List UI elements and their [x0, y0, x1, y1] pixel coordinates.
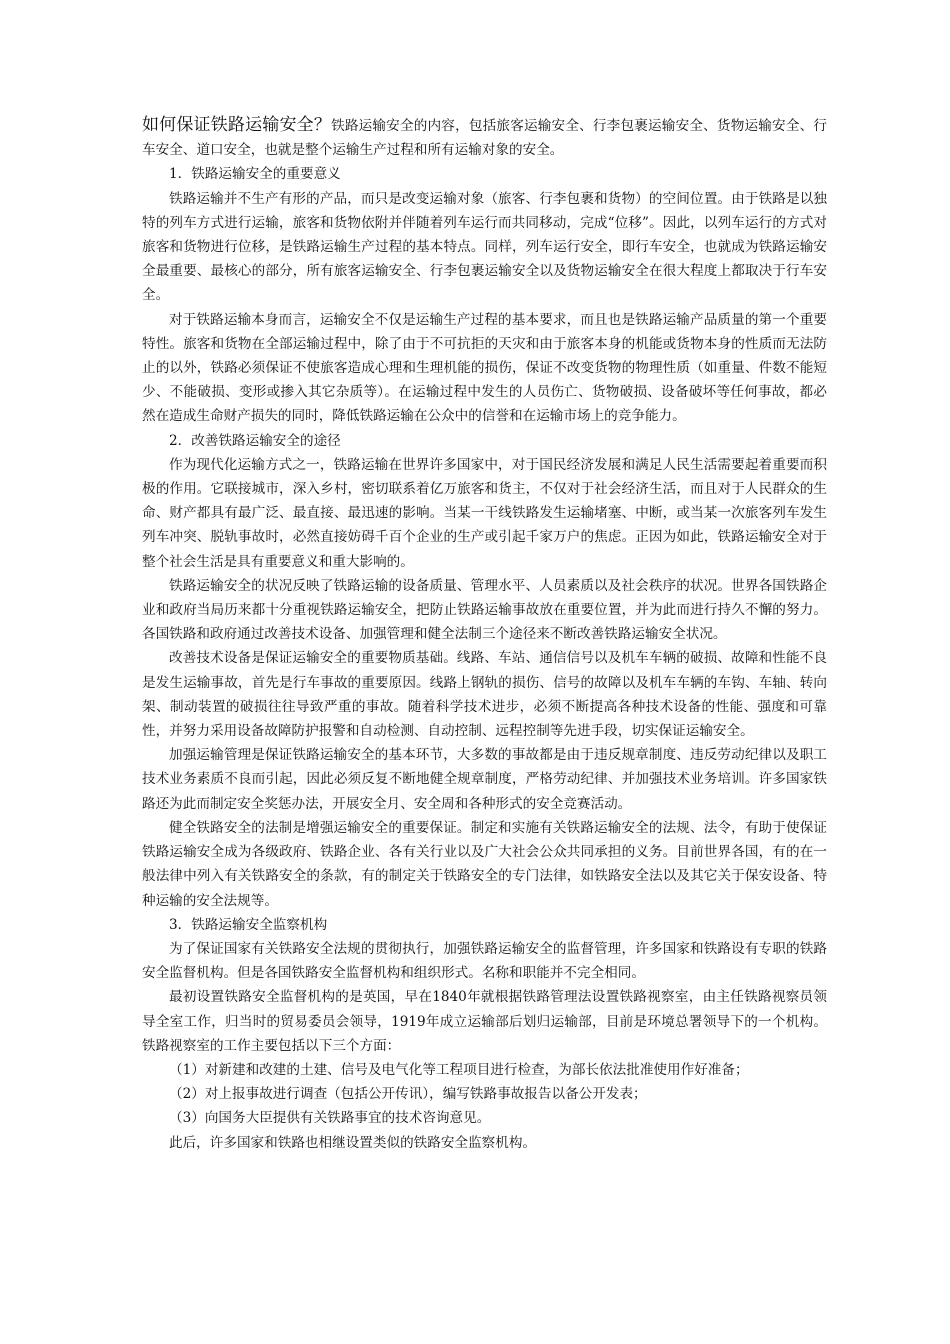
section-heading: 2．改善铁路运输安全的途径	[169, 432, 341, 449]
document-title: 如何保证铁路运输安全？	[142, 115, 332, 135]
list-item: （2）对上报事故进行调查（包括公开传讯），编写铁路事故报告以备公开发表；	[169, 1086, 647, 1103]
body-paragraph: 为了保证国家有关铁路安全法规的贯彻执行，加强铁路运输安全的监督管理，许多国家和铁路设有专职的铁路安全监督机构。但是各国铁路安全监督机构和组织形式。名称和职能并不完全相同。	[142, 940, 827, 982]
document-body	[142, 113, 827, 1155]
body-paragraph: 加强运输管理是保证铁路运输安全的基本环节，大多数的事故都是由于违反规章制度、违反劳动纪律以及职工技术业务素质不良而引起，因此必须反复不断地健全规章制度，严格劳动纪律、并加强技术业务培训。许多国家铁路还为此而制定安全奖惩办法，开展安全月、安全周和各种形式的安全竞赛活动。	[142, 747, 827, 812]
list-item: （3）向国务大臣提供有关铁路事宜的技术咨询意见。	[169, 1110, 491, 1127]
intro-paragraph	[142, 113, 827, 162]
body-paragraph: 最初设置铁路安全监督机构的是英国，早在1840年就根据铁路管理法设置铁路视察室，由主任铁路视察员领导全室工作，归当时的贸易委员会领导，1919年成立运输部后划归运输部，目前是环境总署领导下的一个机构。铁路视察室的工作主要包括以下三个方面：	[142, 989, 827, 1054]
body-paragraph: 作为现代化运输方式之一，铁路运输在世界许多国家中，对于国民经济发展和满足人民生活需要起着重要而积极的作用。它联接城市，深入乡村，密切联系着亿万旅客和货主，不仅对于社会经济生活，而且对于人民群众的生命、财产都具有最广泛、最直接、最迅速的影响。当某一干线铁路发生运输堵塞、中断，或当某一次旅客列车发生列车冲突、脱轨事故时，必然直接妨碍千百个企业的生产或引起千家万户的焦虑。正因为如此，铁路运输安全对于整个社会生活是具有重要意义和重大影响的。	[142, 456, 827, 570]
intro-text: 铁路运输安全的内容，包括旅客运输安全、行李包裹运输安全、货物运输安全、行车安全、道口安全，也就是整个运输生产过程和所有运输对象的安全。	[142, 118, 827, 159]
section-heading: 1．铁路运输安全的重要意义	[169, 166, 341, 183]
body-paragraph: 健全铁路安全的法制是增强运输安全的重要保证。制定和实施有关铁路运输安全的法规、法令，有助于使保证铁路运输安全成为各级政府、铁路企业、各有关行业以及广大社会公众共同承担的义务。目前世界各国，有的在一般法律中列入有关铁路安全的条款，有的制定关于铁路安全的专门法律，如铁路安全法以及其它关于保安设备、特种运输的安全法规等。	[142, 819, 827, 909]
body-paragraph: 此后，许多国家和铁路也相继设置类似的铁路安全监察机构。	[169, 1134, 537, 1151]
body-paragraph: 铁路运输安全的状况反映了铁路运输的设备质量、管理水平、人员素质以及社会秩序的状况。世界各国铁路企业和政府当局历来都十分重视铁路运输安全，把防止铁路运输事故放在重要位置，并为此而进行持久不懈的努力。各国铁路和政府通过改善技术设备、加强管理和健全法制三个途径来不断改善铁路运输安全状况。	[142, 577, 827, 643]
section-heading: 3．铁路运输安全监察机构	[169, 916, 328, 933]
body-paragraph: 对于铁路运输本身而言，运输安全不仅是运输生产过程的基本要求，而且也是铁路运输产品质量的第一个重要特性。旅客和货物在全部运输过程中，除了由于不可抗拒的天灾和由于旅客本身的机能或货物本身的性质而无法防止的以外，铁路必须保证不使旅客造成心理和生理机能的损伤，保证不改变货物的物理性质（如重量、件数不能短少、不能破损、变形或掺入其它杂质等）。在运输过程中发生的人员伤亡、货物破损、设备破坏等任何事故，都必然在造成生命财产损失的同时，降低铁路运输在公众中的信誉和在运输市场上的竞争能力。	[142, 311, 827, 425]
list-item: （1）对新建和改建的土建、信号及电气化等工程项目进行检查，为部长依法批准使用作好准备；	[169, 1061, 749, 1078]
body-paragraph: 铁路运输并不生产有形的产品，而只是改变运输对象（旅客、行李包裹和货物）的空间位置。由于铁路是以独特的列车方式进行运输，旅客和货物依附并伴随着列车运行而共同移动，完成“位移”。因此，以列车运行的方式对旅客和货物进行位移，是铁路运输生产过程的基本特点。同样，列车运行安全，即行车安全，也就成为铁路运输安全最重要、最核心的部分，所有旅客运输安全、行李包裹运输安全以及货物运输安全在很大程度上都取决于行车安全。	[142, 190, 827, 304]
body-paragraph: 改善技术设备是保证运输安全的重要物质基础。线路、车站、通信信号以及机车车辆的破损、故障和性能不良是发生运输事故，首先是行车事故的重要原因。线路上钢轨的损伤、信号的故障以及机车车辆的车钩、车轴、转向架、制动装置的破损往往导致严重的事故。随着科学技术进步，必须不断提高各种技术设备的性能、强度和可靠性，并努力采用设备故障防护报警和自动检测、自动控制、远程控制等先进手段，切实保证运输安全。	[142, 650, 827, 740]
